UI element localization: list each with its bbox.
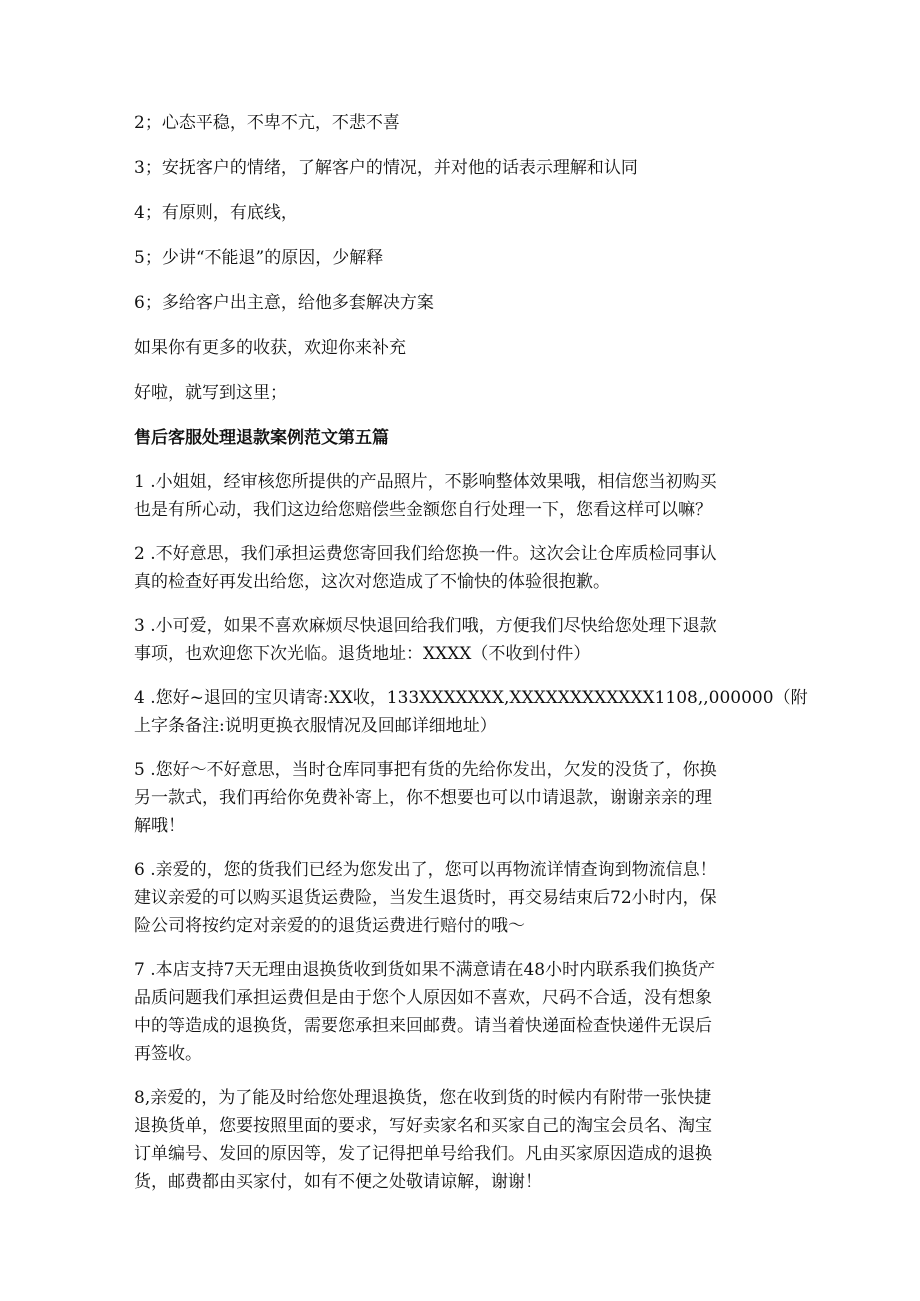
document-page (134, 108, 808, 1212)
closing-text: 如果你有更多的收获，欢迎你来补充 (134, 338, 406, 358)
paragraph-line: 事项，也欢迎您下次光临。退货地址：XXXX（不收到付件） (134, 644, 591, 664)
paragraph-line: 2 .不好意思，我们承担运费您寄回我们给您换一件。这次会让仓库质检同事认 (134, 544, 717, 564)
closing-text: 好啦，就写到这里； (134, 383, 287, 403)
list-item: 4；有原则，有底线， (134, 203, 298, 223)
paragraph-2 (134, 540, 794, 596)
paragraph-line: 真的检查好再发出给您，这次对您造成了不愉快的体验很抱歉。 (134, 572, 610, 592)
list-item: 6；多给客户出主意，给他多套解决方案 (134, 293, 434, 313)
paragraph-line: 险公司将按约定对亲爱的的退货运费进行赔付的哦～ (134, 916, 525, 936)
paragraph-3 (134, 612, 794, 668)
paragraph-line: 另一款式，我们再给你免费补寄上，你不想要也可以巾请退款，谢谢亲亲的理 (134, 788, 712, 808)
paragraph-line: 6 .亲爱的，您的货我们已经为您发出了，您可以再物流详情查询到物流信息！ (134, 860, 717, 880)
paragraph-6 (134, 856, 794, 940)
list-item: 3；安抚客户的情绪，了解客户的情况，并对他的话表示理解和认同 (134, 158, 638, 178)
paragraph-line: 解哦！ (134, 816, 185, 836)
list-item: 5；少讲“不能退”的原因，少解释 (134, 248, 384, 268)
paragraph-line: 3 .小可爱，如果不喜欢麻烦尽快退回给我们哦，方便我们尽快给您处理下退款 (134, 616, 717, 636)
paragraph-line: 退换货单，您要按照里面的要求，写好卖家名和买家自己的淘宝会员名、淘宝 (134, 1116, 712, 1136)
paragraph-line: 4 .您好~退回的宝贝请寄:XX收，133XXXXXXX,XXXXXXXXXXXX1108,,000000（附 (134, 688, 808, 708)
paragraph-1 (134, 468, 794, 524)
paragraph-line: 订单编号、发回的原因等，发了记得把单号给我们。凡由买家原因造成的退换 (134, 1144, 712, 1164)
paragraph-line: 1 .小姐姐，经审核您所提供的产品照片，不影响整体效果哦，相信您当初购买 (134, 472, 717, 492)
paragraph-line: 货，邮费都由买家付，如有不便之处敬请谅解，谢谢！ (134, 1172, 542, 1192)
paragraph-line: 品质问题我们承担运费但是由于您个人原因如不喜欢，尺码不合适，没有想象 (134, 988, 712, 1008)
paragraph-7 (134, 956, 794, 1068)
paragraph-4 (134, 684, 808, 740)
paragraph-5 (134, 756, 794, 840)
paragraph-line: 8,亲爱的，为了能及时给您处理退换货，您在收到货的时候内有附带一张快捷 (134, 1088, 712, 1108)
paragraph-line: 建议亲爱的可以购买退货运费险，当发生退货时，再交易结束后72小时内，保 (134, 888, 717, 908)
paragraph-line: 5 .您好～不好意思，当时仓库同事把有货的先给你发出，欠发的没货了，你换 (134, 760, 717, 780)
paragraph-line: 7 .本店支持7天无理由退换货收到货如果不满意请在48小时内联系我们换货产 (134, 960, 716, 980)
paragraph-line: 上字条备注:说明更换衣服情况及回邮详细地址） (134, 716, 497, 736)
paragraph-line: 中的等造成的退换货，需要您承担来回邮费。请当着快递面检查快递件无误后 (134, 1016, 712, 1036)
paragraph-line: 也是有所心动，我们这边给您赔偿些金额您自行处理一下，您看这样可以嘛？ (134, 500, 712, 520)
section-title: 售后客服处理退款案例范文第五篇 (134, 428, 389, 448)
list-item: 2；心态平稳，不卑不亢，不悲不喜 (134, 113, 400, 133)
paragraph-line: 再签收。 (134, 1044, 202, 1064)
paragraph-8 (134, 1084, 794, 1196)
